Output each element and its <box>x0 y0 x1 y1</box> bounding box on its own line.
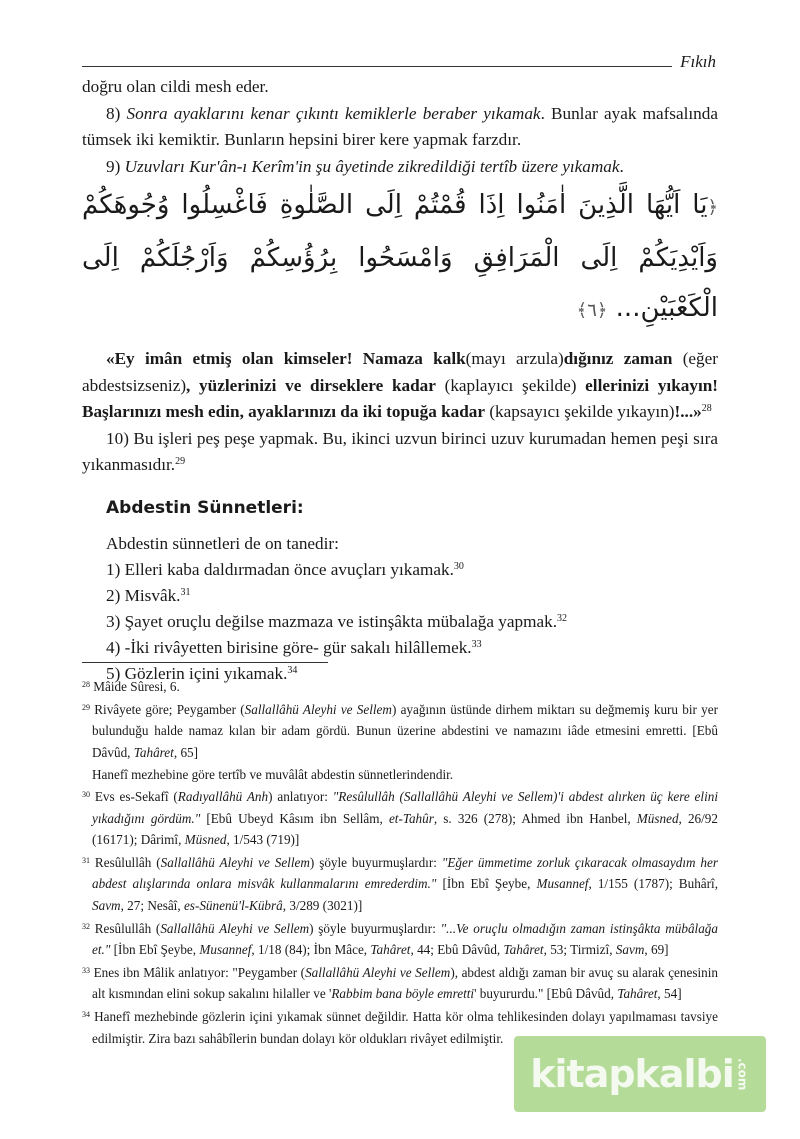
running-header-title: Fıkıh <box>680 52 716 71</box>
list-item: 4) -İki rivâyetten birisine göre- gür sakalı hilâllemek.$^{33}$ <box>106 638 482 657</box>
footnote-29-note: Hanefî mezhebine göre tertîb ve muvâlât abdestin sünnetlerindendir. <box>92 767 454 783</box>
footnote-divider <box>82 662 328 663</box>
list-intro: Abdestin sünnetleri de on tanedir: <box>106 534 339 553</box>
verse-open-ornament: ﴿ <box>707 197 718 218</box>
footnote-29: $^{29}$ Rivâyete göre; Peygamber (Sallallâhü Aleyhi ve Sellem) ayağının üstünde dirhem miktarı su değmemiş kuru bir yer bulunduğu halde namaz kılan bir adam gördü. Bunun üzerine abdestini ve namazını iâde etmesini emretti. [Ebû Dâvûd, Tahâret, 65] <box>82 701 719 760</box>
watermark-brand: kitapkalbi <box>530 1052 734 1096</box>
footnote-32: $^{32}$ Resûlullâh (Sallallâhü Aleyhi ve Sellem) şöyle buyurmuşlardır: "...Ve oruçlu olmadığın zaman istinşâkta mübâlağa et." [İbn Ebî Şeybe, Musannef, 1/18 (84); İbn Mâce, Tahâret, 44; Ebû Dâvûd, Tahâret, 53; Tirmizî, Savm, 69] <box>82 920 718 958</box>
sunnah-list <box>82 531 718 687</box>
arabic-verse <box>82 180 718 336</box>
verse-number-ornament: ﴿٦﴾ <box>576 300 608 321</box>
list-item: 3) Şayet oruçlu değilse mazmaza ve istinşâkta mübalağa yapmak.$^{32}$ <box>106 612 568 631</box>
footnote-28: $^{28}$ Mâide Sûresi, 6. <box>82 679 180 694</box>
footnote-31: $^{31}$ Resûlullâh (Sallallâhü Aleyhi ve Sellem) şöyle buyurmuşlardır: "Eğer ümmetime zorluk çıkaracak olmasaydım her abdest alışlarında onlara misvâk kullanmalarını emrederdim." [İbn Ebî Şeybe, Musannef, 1/155 (1787); Buhârî, Savm, 27; Nesâî, es-Sünenü'l-Kübrâ, 3/289 (3021)] <box>82 854 719 913</box>
arabic-verse-text: يَا اَيُّهَا الَّذِينَ اٰمَنُوا اِذَا قُمْتُمْ اِلَى الصَّلٰوةِ فَاغْسِلُوا وُجُوهَكُمْ وَاَيْدِيَكُمْ اِلَى الْمَرَافِقِ وَامْسَحُوا بِرُؤُسِكُمْ وَاَرْجُلَكُمْ اِلَى الْكَعْبَيْنِ... <box>82 190 718 323</box>
header-rule <box>82 66 672 67</box>
section-heading: Abdestin Sünnetleri: <box>106 497 304 518</box>
item-10: 10) Bu işleri peş peşe yapmak. Bu, ikinci uzvun birinci uzuv kurumadan hemen peşi sıra yıkanmasıdır.$^{29}$ <box>82 428 718 474</box>
item-9: 9) Uzuvları Kur'ân-ı Kerîm'in şu âyetinde zikredildiği tertîb üzere yıkamak. <box>106 156 624 176</box>
paragraph-cont: doğru olan cildi mesh eder. <box>82 77 269 96</box>
footnote-30: $^{30}$ Evs es-Sekafî (Radıyallâhü Anh) anlatıyor: "Resûlullâh (Sallallâhü Aleyhi ve Sellem)'i abdest alırken üç kere elini yıkadığını gördüm." [Ebû Ubeyd Kâsım ibn Sellâm, et-Tahûr, s. 326 (278); Ahmed ibn Hanbel, Müsned, 26/92 (16171); Dârimî, Müsned, 1/543 (719)] <box>82 788 718 848</box>
list-item: 2) Misvâk.$^{31}$ <box>106 586 191 605</box>
footnote-34: $^{34}$ Hanefî mezhebinde gözlerin içini yıkamak sünnet değildir. Hatta kör olma tehlikesinden dolayı yapılmaması tavsiye edilmiştir. Zira bazı sahâbîlerin bundan dolayı kör oldukları rivâyet edilmiştir. <box>82 1008 719 1046</box>
watermark-tld: .com <box>735 1057 750 1091</box>
list-item: 5) Gözlerin içini yıkamak.$^{34}$ <box>106 664 298 683</box>
main-text <box>82 74 718 687</box>
list-item: 1) Elleri kaba daldırmadan önce avuçları yıkamak.$^{30}$ <box>106 560 464 579</box>
footnotes <box>82 676 718 1050</box>
watermark-logo <box>514 1036 766 1112</box>
verse-translation: «Ey imân etmiş olan kimseler! Namaza kalk(mayı arzula)dığınız zaman (eğer abdestsizseniz), yüzlerinizi ve dirseklere kadar (kaplayıcı şekilde) ellerinizi yıkayın! Başlarınızı mesh edin, ayaklarınızı da iki topuğa kadar (kapsayıcı şekilde yıkayın)!...»$^{28}$ <box>82 349 719 421</box>
footnote-ref: 29 <box>175 456 186 467</box>
item-8: 8) Sonra ayaklarını kenar çıkıntı kemiklerle beraber yıkamak. Bunlar ayak mafsalında tümsek iki kemiktir. Bunların hepsini birer kere yapmak farzdır. <box>82 103 718 149</box>
footnote-33: $^{33}$ Enes ibn Mâlik anlatıyor: "Peygamber (Sallallâhü Aleyhi ve Sellem), abdest aldığı zaman bir avuç su alarak çenesinin alt kısmından elini sokup sakalını hilaller ve 'Rabbim bana böyle emretti' buyururdu." [Ebû Dâvûd, Tahâret, 54] <box>82 964 718 1002</box>
footnote-ref: 28 <box>701 403 712 414</box>
